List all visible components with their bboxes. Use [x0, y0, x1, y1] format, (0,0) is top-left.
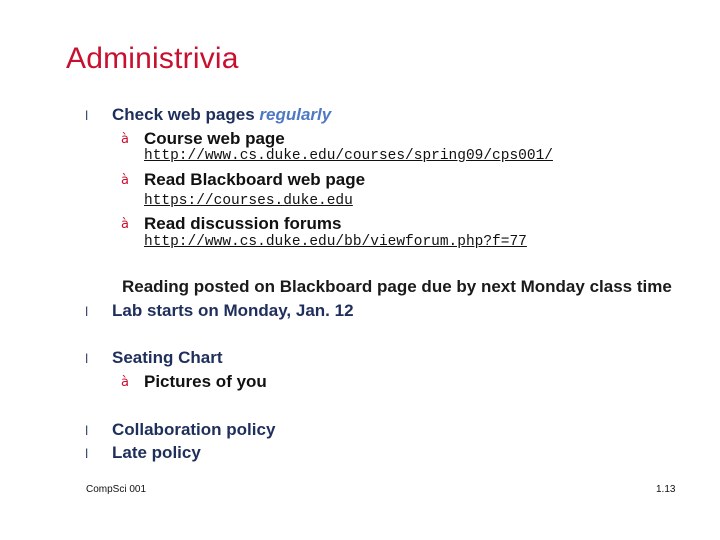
- bullet-glyph: l: [85, 109, 89, 123]
- bullet-glyph: l: [85, 305, 89, 319]
- pictures-item: Pictures of you: [144, 372, 267, 391]
- footer-course: CompSci 001: [86, 484, 147, 495]
- late-item: Late policy: [112, 443, 201, 462]
- check-web-item: [112, 105, 331, 125]
- check-web-emphasis: regularly: [259, 105, 332, 124]
- sub-bullet-glyph: à: [121, 217, 129, 232]
- lab-item: Lab starts on Monday, Jan. 12: [112, 301, 354, 320]
- bullet-glyph: l: [85, 447, 89, 461]
- footer-page-number: 1.13: [656, 484, 676, 495]
- course-url-link[interactable]: http://www.cs.duke.edu/courses/spring09/cps001/: [144, 148, 553, 164]
- reading-item: Reading posted on Blackboard page due by next Monday class time: [122, 277, 672, 296]
- bullet-glyph: l: [85, 424, 89, 438]
- forums-item: Read discussion forums: [144, 214, 342, 233]
- slide-title: Administrivia: [66, 42, 239, 75]
- sub-bullet-glyph: à: [121, 132, 129, 147]
- seating-item: Seating Chart: [112, 348, 223, 367]
- collab-item: Collaboration policy: [112, 420, 276, 439]
- sub-bullet-glyph: à: [121, 375, 129, 390]
- blackboard-page-item: Read Blackboard web page: [144, 170, 366, 189]
- blackboard-url-link[interactable]: https://courses.duke.edu: [144, 193, 353, 209]
- bullet-glyph: l: [85, 352, 89, 366]
- course-page-item: Course web page: [144, 129, 285, 148]
- sub-bullet-glyph: à: [121, 173, 129, 188]
- check-web-text: Check web pages: [112, 105, 260, 124]
- forums-url-link[interactable]: http://www.cs.duke.edu/bb/viewforum.php?f=77: [144, 234, 527, 250]
